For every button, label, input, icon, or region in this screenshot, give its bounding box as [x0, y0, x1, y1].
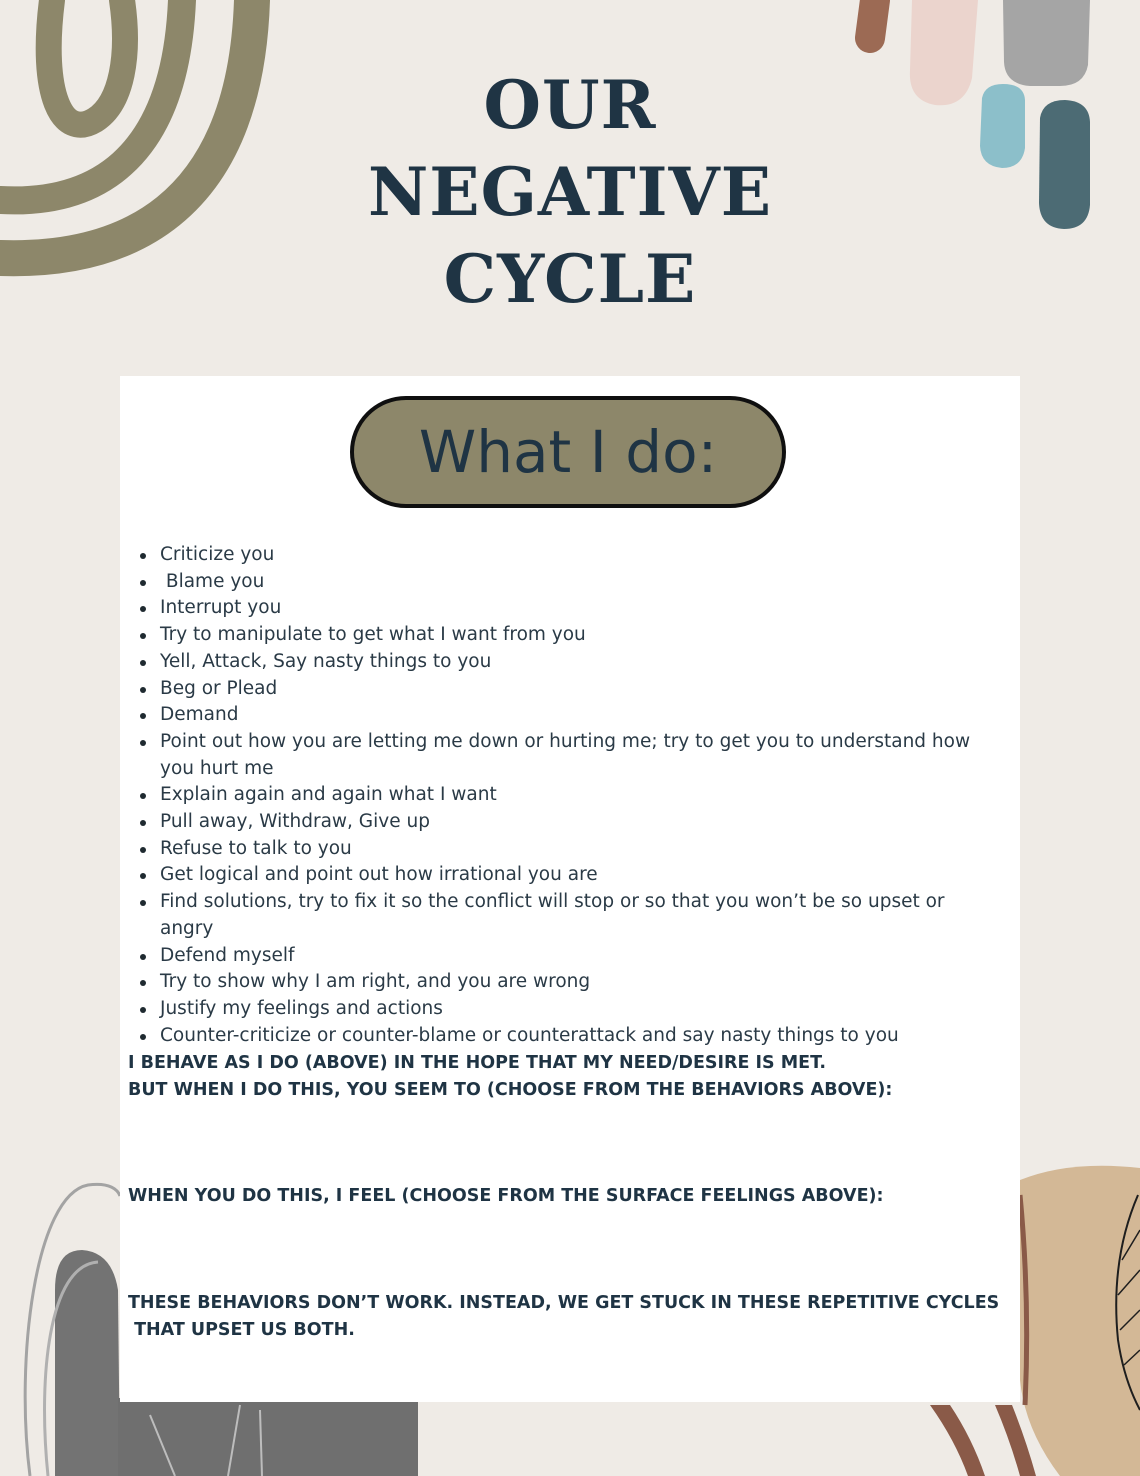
- list-item-text: Try to show why I am right, and you are wrong: [160, 971, 591, 993]
- list-item: [160, 676, 1000, 703]
- title-line-3: CYCLE: [443, 240, 697, 318]
- cycle-statement-line-2: THAT UPSET US BOTH.: [128, 1320, 355, 1340]
- list-item-text: Pull away, Withdraw, Give up: [160, 811, 430, 833]
- cycle-statement: [128, 1290, 1008, 1344]
- list-item-text: Blame you: [160, 570, 265, 592]
- feel-statement-line: WHEN YOU DO THIS, I FEEL (CHOOSE FROM THE SURFACE FEELINGS ABOVE):: [128, 1186, 884, 1206]
- list-item-text: Interrupt you: [160, 597, 282, 619]
- list-item: [160, 649, 1000, 676]
- list-item: [160, 943, 1000, 970]
- what-i-do-heading-pill: [350, 396, 786, 508]
- title-line-1: OUR: [483, 66, 657, 144]
- hope-statement-line-2: BUT WHEN I DO THIS, YOU SEEM TO (CHOOSE FROM THE BEHAVIORS ABOVE):: [128, 1080, 893, 1100]
- behavior-list: [160, 542, 1000, 1049]
- cycle-statement-line-1: THESE BEHAVIORS DON’T WORK. INSTEAD, WE GET STUCK IN THESE REPETITIVE CYCLES: [128, 1293, 1000, 1313]
- feel-statement: [128, 1183, 1008, 1210]
- list-item-text: Yell, Attack, Say nasty things to you: [160, 650, 492, 672]
- list-item: [160, 862, 1000, 889]
- list-item: [160, 969, 1000, 996]
- list-item-text: Criticize you: [160, 544, 275, 565]
- list-item: [160, 782, 1000, 809]
- list-item-text: Counter-criticize or counter-blame or counterattack and say nasty things to you: [160, 1024, 899, 1046]
- list-item: [160, 996, 1000, 1023]
- page-title: [0, 62, 1140, 323]
- list-item: [160, 569, 1000, 596]
- list-item-text: Find solutions, try to fix it so the conflict will stop or so that you won’t be so upset or angry: [160, 891, 945, 939]
- list-item: [160, 836, 1000, 863]
- list-item-text: Defend myself: [160, 944, 295, 966]
- worksheet-panel: [120, 376, 1020, 1402]
- list-item-text: Try to manipulate to get what I want from you: [160, 624, 586, 646]
- title-line-2: NEGATIVE: [367, 153, 773, 231]
- list-item: [160, 729, 1000, 782]
- hope-statement-line-1: I BEHAVE AS I DO (ABOVE) IN THE HOPE THAT MY NEED/DESIRE IS MET.: [128, 1053, 827, 1073]
- list-item-text: Get logical and point out how irrational you are: [160, 864, 598, 886]
- list-item-text: Point out how you are letting me down or hurting me; try to get you to understand how you hurt me: [160, 730, 971, 779]
- list-item-text: Refuse to talk to you: [160, 837, 352, 859]
- list-item: [160, 1023, 1000, 1050]
- list-item: [160, 542, 1000, 569]
- list-item: [160, 595, 1000, 622]
- hope-statement: [128, 1050, 1008, 1104]
- list-item: [160, 702, 1000, 729]
- list-item-text: Beg or Plead: [160, 677, 278, 699]
- what-i-do-heading: What I do:: [418, 418, 718, 486]
- list-item: [160, 809, 1000, 836]
- list-item-text: Explain again and again what I want: [160, 784, 497, 806]
- list-item-text: Demand: [160, 704, 239, 726]
- list-item-text: Justify my feelings and actions: [160, 997, 443, 1019]
- list-item: [160, 622, 1000, 649]
- list-item: [160, 889, 1000, 942]
